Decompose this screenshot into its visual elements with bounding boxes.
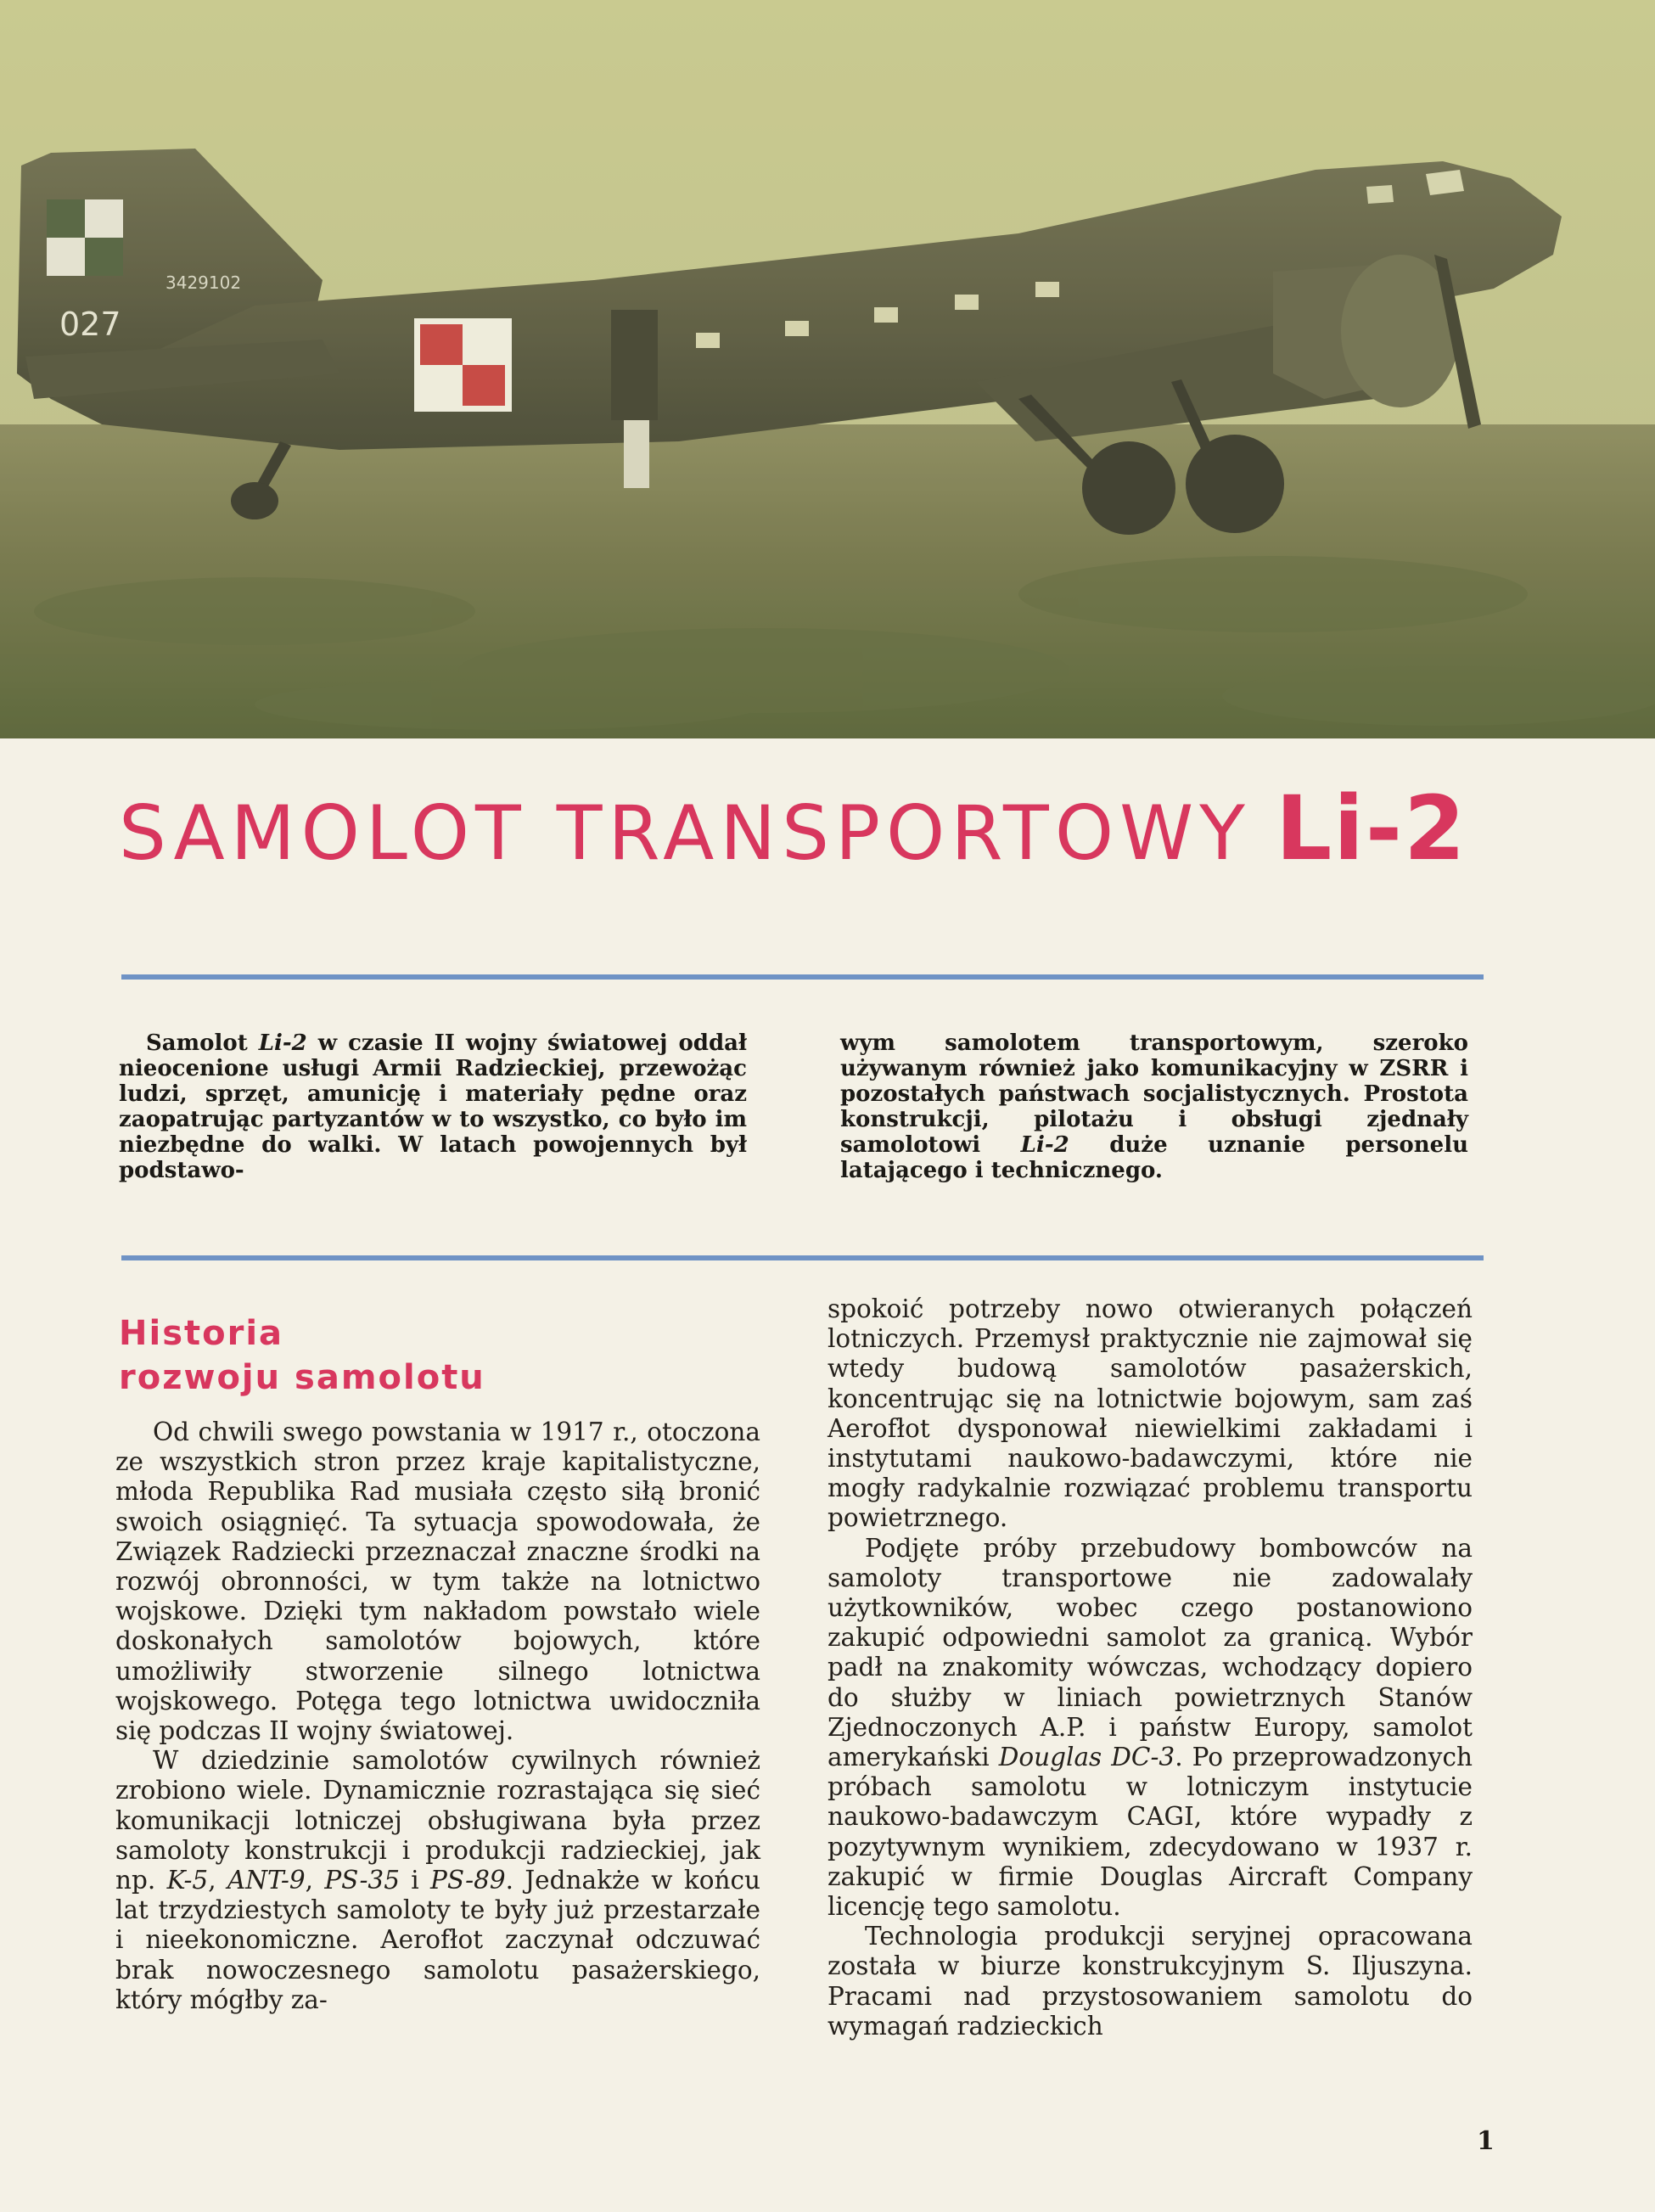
body-column-right (828, 1294, 1473, 2041)
italic-term: Douglas DC-3 (998, 1743, 1175, 1772)
lead-paragraph-left (119, 1030, 747, 1183)
text-run: spokoić potrzeby nowo otwieranych połączeń lotniczych. Przemysł praktycznie nie zajmował się wtedy budową samolotów pasażerskich, koncentrując się na lotnictwie bojowym, sam zaś Aerofłot dysponował niewielkimi zakładami i instytutami naukowo-badawczymi, które nie mogły radykalnie rozwiązać problemu transportu powietrznego. (828, 1294, 1473, 1533)
lead-paragraph-right (840, 1030, 1468, 1183)
italic-term: ANT-9 (227, 1866, 306, 1895)
italic-term: Li-2 (1020, 1132, 1069, 1158)
text-run: . Po przeprowadzonych próbach samolotu w lotniczym instytucie naukowo-badawczym CAGI, które wypadły z pozytywnym wynikiem, zdecydowano w 1937 r. zakupić w firmie Douglas Aircraft Company licencję tego samolotu. (828, 1743, 1473, 1922)
italic-term: PS-89 (430, 1866, 506, 1895)
section-heading-line2: rozwoju samolotu (119, 1358, 485, 1397)
title-main: SAMOLOT TRANSPORTOWY (119, 789, 1251, 877)
body-paragraph (828, 1294, 1473, 1534)
page-number: 1 (1477, 2126, 1495, 2156)
text-run: . Jednakże w końcu lat trzydziestych samoloty te były już przestarzałe i nieekonomiczne. Aerofłot zaczynał odczuwać brak nowoczesnego samolotu pasażerskiego, który mógłby za- (115, 1866, 760, 2014)
text-run: , (305, 1866, 325, 1895)
text-run: Technologia produkcji seryjnej opracowana została w biurze konstrukcyjnym S. Iljuszyna. Pracami nad przystosowaniem samolotu do wymagań radzieckich (828, 1922, 1473, 2041)
section-heading (119, 1311, 713, 1400)
text-run: wym samolotem transportowym, szeroko używanym również jako komunikacyjny w ZSRR i pozostałych państwach socjalistycznych. Prostota konstrukcji, pilotażu i obsługi zjednały samolotowi (840, 1030, 1468, 1158)
text-run: Podjęte próby przebudowy bombowców na samoloty transportowe nie zadowalały użytkowników, wobec czego postanowiono zakupić odpowiedni samolot za granicą. Wybór padł na znakomity wówczas, wchodzący dopiero do służby w liniach powietrznych Stanów Zjednoczonych A.P. i państw Europy, samolot amerykański (828, 1533, 1473, 1772)
tail-number: 027 (59, 306, 121, 343)
text-run: w czasie II wojny światowej oddał nieocenione usługi Armii Radzieckiej, przewożąc ludzi, sprzęt, amunicję i materiały pędne oraz zaopatrując partyzantów w to wszystko, co było im niezbędne do walki. W latach powojennych był podstawo- (119, 1030, 747, 1183)
text-run: W dziedzinie samolotów cywilnych również zrobiono wiele. Dynamicznie rozrastająca się sieć komunikacji lotniczej obsługiwana była przez samoloty konstrukcji i produkcji radzieckiej, jak np. (115, 1746, 760, 1895)
body-paragraph (115, 1418, 760, 1746)
middle-divider (121, 1255, 1484, 1260)
aircraft-serial: 3429102 (166, 272, 242, 293)
text-run: i (399, 1866, 431, 1895)
title-model: Li-2 (1275, 777, 1467, 880)
text-run: Od chwili swego powstania w 1917 r., otoczona ze wszystkich stron przez kraje kapitalistyczne, młoda Republika Rad musiała często siłą bronić swoich osiągnięć. Ta sytuacja spowodowała, że Związek Radziecki przeznaczał znaczne środki na rozwój obronności, w tym także na lotnictwo wojskowe. Dzięki tym nakładom powstało wiele doskonałych samolotów bojowych, które umożliwiły stworzenie silnego lotnictwa wojskowego. Potęga tego lotnictwa uwidoczniła się podczas II wojny światowej. (115, 1418, 760, 1746)
text-run: duże uznanie personelu latającego i technicznego. (840, 1132, 1468, 1183)
italic-term: Li-2 (258, 1030, 307, 1056)
section-heading-line1: Historia (119, 1314, 284, 1353)
body-paragraph (828, 1534, 1473, 1923)
aircraft-photo (0, 0, 1655, 738)
text-run: , (208, 1866, 227, 1895)
top-divider (121, 974, 1484, 980)
body-column-left (115, 1418, 760, 2015)
italic-term: K-5 (166, 1866, 209, 1895)
body-paragraph (828, 1922, 1473, 2041)
italic-term: PS-35 (324, 1866, 400, 1895)
page-title (119, 777, 1562, 887)
body-paragraph (115, 1746, 760, 2015)
text-run: Samolot (146, 1030, 259, 1056)
